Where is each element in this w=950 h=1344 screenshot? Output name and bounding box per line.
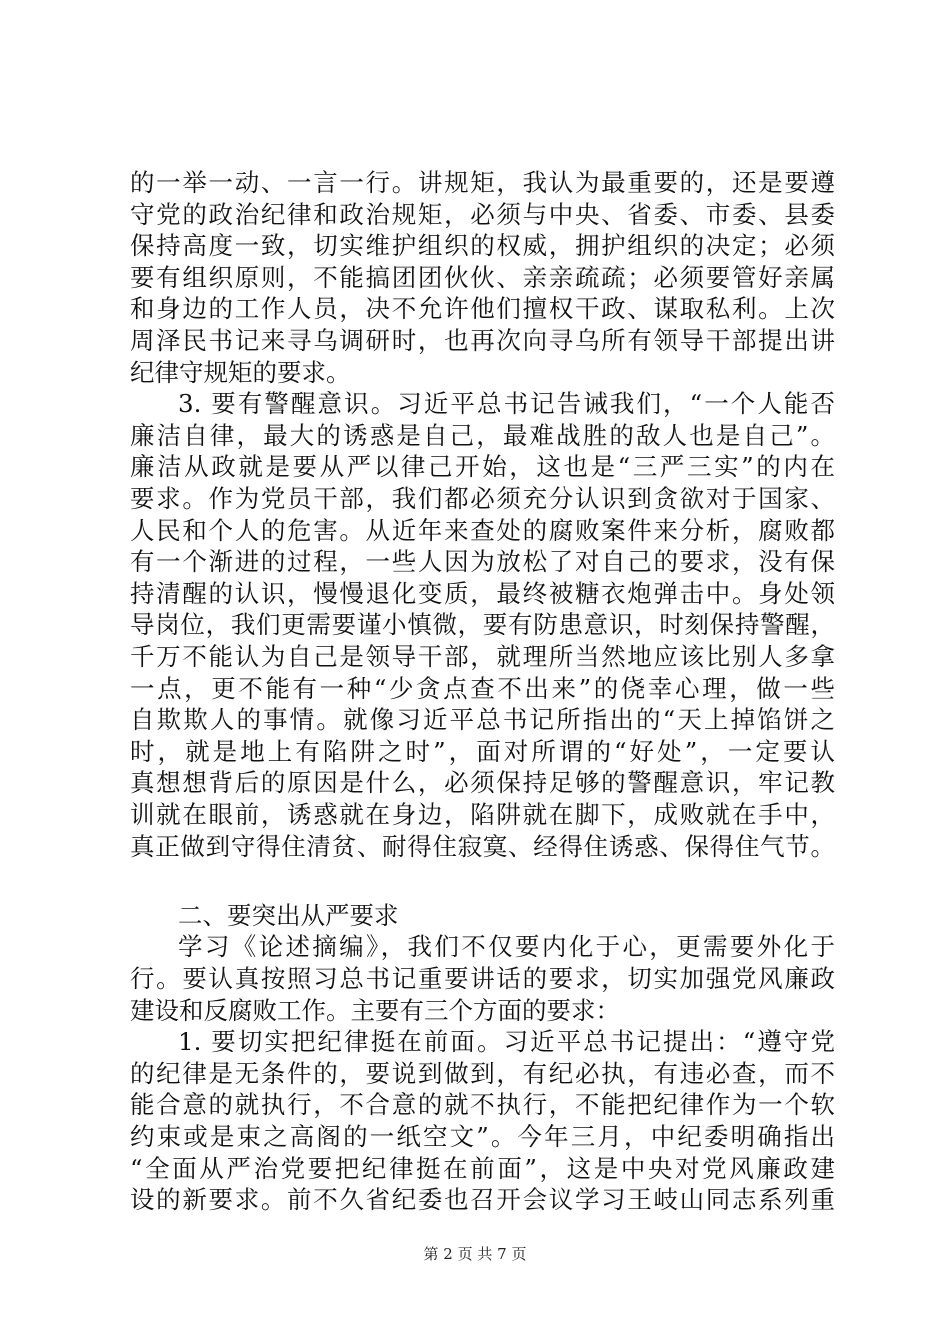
text-line: 自欺欺人的事情。就像习近平总书记所指出的“天上掉馅饼之 — [130, 705, 835, 734]
text-line: 的纪律是无条件的，要说到做到，有纪必执，有违必查，而不 — [130, 1059, 835, 1088]
text-line: 廉洁从政就是要从严以律己开始，这也是“三严三实”的内在 — [130, 452, 835, 481]
text-line: 时，就是地上有陷阱之时”，面对所谓的“好处”，一定要认 — [130, 737, 835, 766]
text-line: 约束或是束之高阁的一纸空文”。今年三月，中纪委明确指出 — [130, 1122, 835, 1151]
text-line: “全面从严治党要把纪律挺在前面”，这是中央对党风廉政建 — [130, 1154, 835, 1183]
text-line: 二、要突出从严要求 — [178, 901, 399, 930]
text-line: 行。要认真按照习总书记重要讲话的要求，切实加强党风廉政 — [130, 964, 835, 993]
text-line: 有一个渐进的过程，一些人因为放松了对自己的要求，没有保 — [130, 547, 835, 576]
text-line: 持清醒的认识，慢慢退化变质，最终被糖衣炮弹击中。身处领 — [130, 579, 835, 608]
text-line: 真想想背后的原因是什么，必须保持足够的警醒意识，牢记教 — [130, 768, 835, 797]
text-line: 能合意的就执行，不合意的就不执行，不能把纪律作为一个软 — [130, 1090, 835, 1119]
text-line: 3. 要有警醒意识。习近平总书记告诫我们，“一个人能否 — [178, 389, 835, 418]
text-line: 保持高度一致，切实维护组织的权威，拥护组织的决定；必须 — [130, 231, 835, 260]
text-line: 一点，更不能有一种“少贪点查不出来”的侥幸心理，做一些 — [130, 674, 835, 703]
page-number-footer: 第 2 页 共 7 页 — [423, 1245, 527, 1263]
text-line: 设的新要求。前不久省纪委也召开会议学习王岐山同志系列重 — [130, 1185, 835, 1214]
text-line: 千万不能认为自己是领导干部，就理所当然地应该比别人多拿 — [130, 642, 835, 671]
text-line: 1. 要切实把纪律挺在前面。习近平总书记提出：“遵守党 — [178, 1027, 835, 1056]
text-line: 学习《论述摘编》，我们不仅要内化于心，更需要外化于 — [178, 932, 835, 961]
text-line: 真正做到守得住清贫、耐得住寂寞、经得住诱惑、保得住气节。 — [130, 832, 835, 861]
text-line: 建设和反腐败工作。主要有三个方面的要求： — [130, 996, 620, 1025]
text-line: 守党的政治纪律和政治规矩，必须与中央、省委、市委、县委 — [130, 200, 835, 229]
text-line: 训就在眼前，诱惑就在身边，陷阱就在脚下，成败就在手中， — [130, 800, 835, 829]
text-line: 要有组织原则，不能搞团团伙伙、亲亲疏疏；必须要管好亲属 — [130, 263, 835, 292]
text-line: 和身边的工作人员，决不允许他们擅权干政、谋取私利。上次 — [130, 294, 835, 323]
text-line: 要求。作为党员干部，我们都必须充分认识到贪欲对于国家、 — [130, 484, 835, 513]
text-line: 周泽民书记来寻乌调研时，也再次向寻乌所有领导干部提出讲 — [130, 326, 835, 355]
text-line: 人民和个人的危害。从近年来查处的腐败案件来分析，腐败都 — [130, 516, 835, 545]
text-line: 导岗位，我们更需要谨小慎微，要有防患意识，时刻保持警醒， — [130, 610, 835, 639]
text-line: 的一举一动、一言一行。讲规矩，我认为最重要的，还是要遵 — [130, 168, 835, 197]
text-line: 纪律守规矩的要求。 — [130, 358, 351, 387]
text-line: 廉洁自律，最大的诱惑是自己，最难战胜的敌人也是自己”。 — [130, 421, 835, 450]
